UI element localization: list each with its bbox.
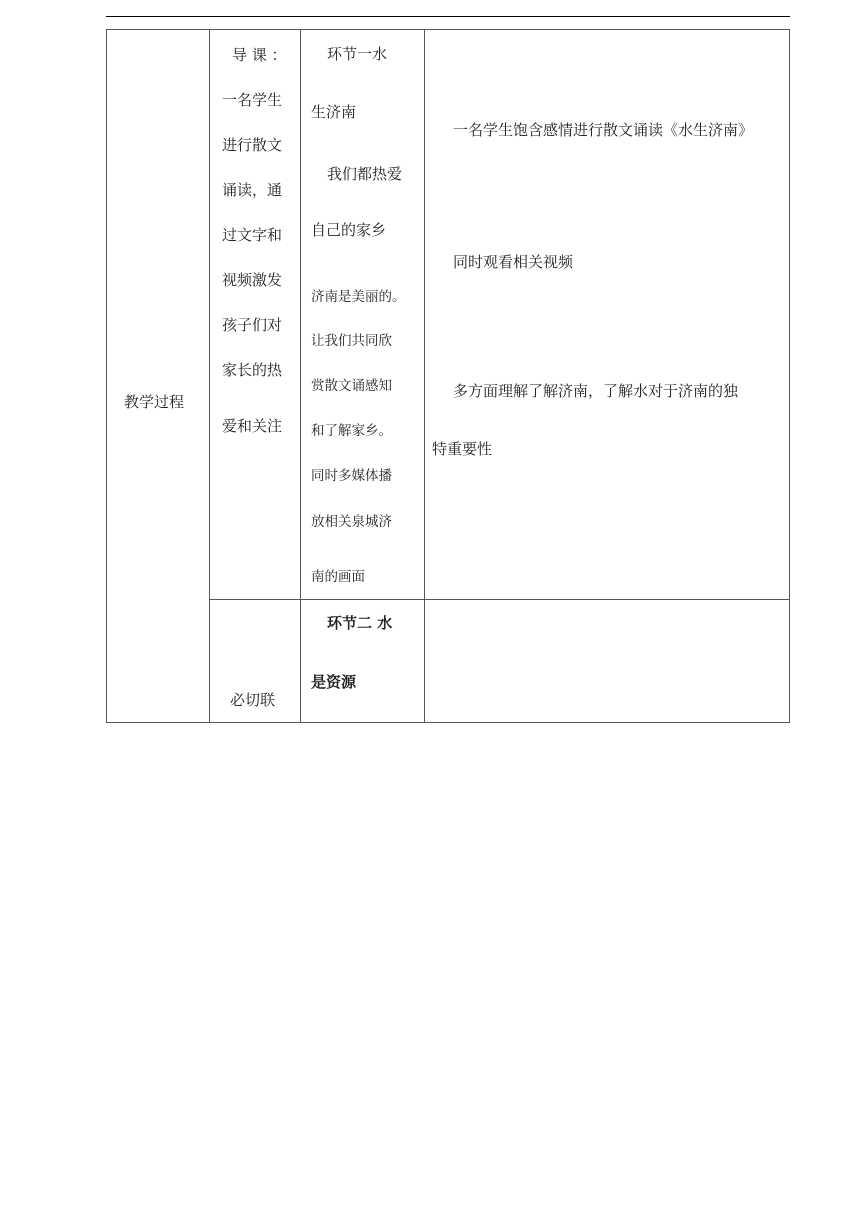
col2-line: 视频激发 — [222, 271, 283, 289]
col3-line: 环节一水 — [327, 45, 388, 63]
col3-line: 和了解家乡。 — [311, 423, 392, 439]
col4-line: 特重要性 — [432, 440, 493, 458]
col4-line: 同时观看相关视频 — [453, 253, 574, 271]
col3-line: 生济南 — [311, 103, 357, 121]
header-rule — [106, 16, 790, 17]
col2-line: 过文字和 — [222, 226, 283, 244]
col2-line: 孩子们对 — [222, 316, 283, 334]
col3-line: 我们都热爱 — [327, 165, 403, 183]
col2-line: 进行散文 — [222, 136, 283, 154]
col3-line: 让我们共同欣 — [311, 333, 392, 349]
col3-line: 同时多媒体播 — [311, 468, 392, 484]
row-label: 教学过程 — [124, 393, 185, 411]
col3-line: 赏散文诵感知 — [311, 378, 392, 394]
col3-line: 自己的家乡 — [311, 221, 387, 239]
col-divider-3 — [424, 30, 425, 722]
col3-line: 放相关泉城济 — [311, 514, 392, 530]
col2-line: 一名学生 — [222, 91, 283, 109]
col3-line: 南的画面 — [311, 569, 365, 585]
col2-line: 导 课 ： — [232, 46, 287, 64]
col3-line: 济南是美丽的。 — [311, 289, 406, 305]
col-divider-2 — [300, 30, 301, 722]
col4-line: 一名学生饱含感情进行散文诵读《水生济南》 — [453, 121, 754, 139]
col2-line: 爱和关注 — [222, 417, 283, 435]
col2-line: 必切联 — [230, 691, 276, 709]
col3-heading: 是资源 — [311, 673, 357, 691]
col2-line: 家长的热 — [222, 361, 283, 379]
col4-line: 多方面理解了解济南，了解水对于济南的独 — [453, 382, 739, 400]
row-divider — [210, 599, 790, 600]
col-divider-1 — [209, 30, 210, 722]
col3-heading: 环节二 水 — [327, 614, 393, 632]
col2-line: 诵读，通 — [222, 181, 283, 199]
